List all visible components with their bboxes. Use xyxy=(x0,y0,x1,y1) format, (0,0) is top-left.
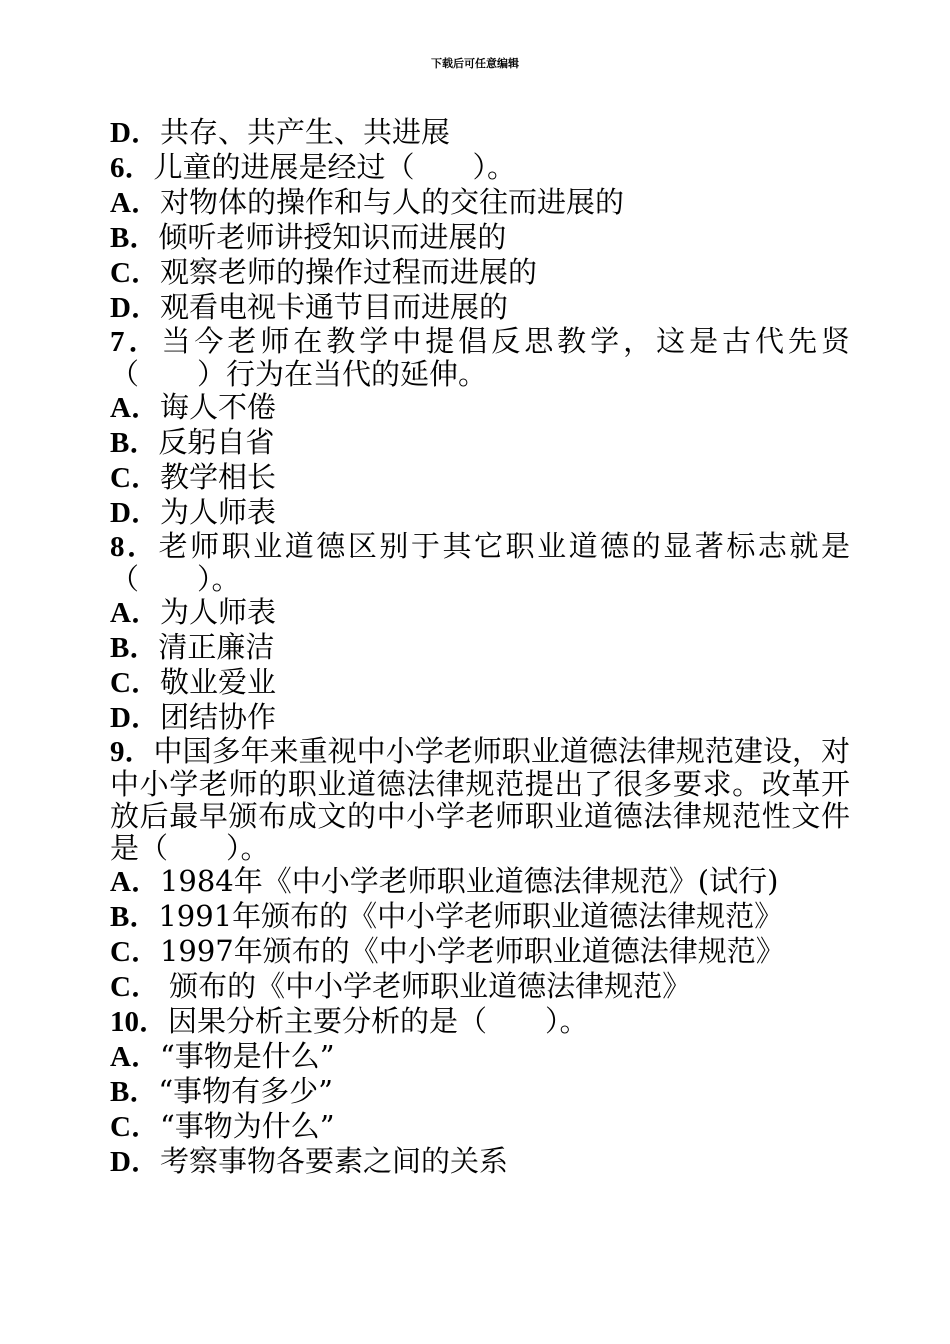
item-text: “事物是什么” xyxy=(159,1039,335,1073)
item-label: B． xyxy=(110,632,159,664)
page-header: 下载后可任意编辑 xyxy=(431,57,519,70)
item-text: 对物体的操作和与人的交往而进展的 xyxy=(159,185,624,219)
question-line xyxy=(110,150,850,185)
item-text: 考察事物各要素之间的关系 xyxy=(159,1144,508,1178)
item-label: A． xyxy=(110,392,160,424)
item-label: C． xyxy=(110,971,160,1003)
item-label: D． xyxy=(110,497,160,529)
question-line xyxy=(110,1109,850,1144)
question-line xyxy=(110,899,850,934)
item-label: B． xyxy=(110,1076,159,1108)
item-label: A． xyxy=(110,1041,160,1073)
item-label: 9． xyxy=(110,736,154,768)
item-text: 1991年颁布的《中小学老师职业道德法律规范》 xyxy=(158,899,784,933)
item-label: C． xyxy=(110,936,160,968)
item-label: C． xyxy=(110,667,160,699)
question-line xyxy=(110,390,850,425)
item-text: 清正廉洁 xyxy=(158,630,275,664)
item-text: “事物有多少” xyxy=(158,1074,333,1108)
item-label: C． xyxy=(110,462,160,494)
item-text: “事物为什么” xyxy=(159,1109,335,1143)
question-line xyxy=(110,595,850,630)
question-line xyxy=(110,934,850,969)
question-line xyxy=(110,1039,850,1074)
item-label: A． xyxy=(110,597,160,629)
question-list xyxy=(110,115,850,1179)
question-line xyxy=(110,665,850,700)
item-label: 7． xyxy=(110,326,162,358)
question-line xyxy=(110,969,850,1004)
item-label: B． xyxy=(110,901,159,933)
item-text: 诲人不倦 xyxy=(159,390,276,424)
item-label: 8． xyxy=(110,531,159,563)
question-line xyxy=(110,630,850,665)
question-line xyxy=(110,495,850,530)
question-line xyxy=(110,325,850,390)
item-label: 10． xyxy=(110,1006,169,1038)
item-text: 为人师表 xyxy=(159,595,276,629)
item-label: D． xyxy=(110,117,160,149)
question-line xyxy=(110,460,850,495)
item-text: 观看电视卡通节目而进展的 xyxy=(159,290,508,324)
item-text: 为人师表 xyxy=(159,495,276,529)
item-label: D． xyxy=(110,702,160,734)
question-line xyxy=(110,1004,850,1039)
item-label: C． xyxy=(110,1111,160,1143)
item-label: A． xyxy=(110,866,160,898)
question-line xyxy=(110,700,850,735)
item-text: 教学相长 xyxy=(159,460,276,494)
item-text: 共存、共产生、共进展 xyxy=(159,115,450,149)
item-text: 因果分析主要分析的是（ ）。 xyxy=(168,1004,589,1038)
item-text: 儿童的进展是经过（ ）。 xyxy=(153,150,517,184)
item-text: 反躬自省 xyxy=(158,425,275,459)
item-text: 倾听老师讲授知识而进展的 xyxy=(158,220,507,254)
item-text: 敬业爱业 xyxy=(159,665,276,699)
question-line xyxy=(110,185,850,220)
item-label: D． xyxy=(110,1146,160,1178)
question-line xyxy=(110,220,850,255)
item-label: A． xyxy=(110,187,160,219)
question-line xyxy=(110,1074,850,1109)
question-line xyxy=(110,255,850,290)
item-text: 观察老师的操作过程而进展的 xyxy=(159,255,537,289)
item-label: D． xyxy=(110,292,160,324)
item-label: B． xyxy=(110,222,159,254)
question-line xyxy=(110,115,850,150)
item-text: 当今老师在教学中提倡反思教学，这是古代先贤（ ）行为在当代的延伸。 xyxy=(110,324,850,391)
question-line xyxy=(110,530,850,595)
item-label: B． xyxy=(110,427,159,459)
item-text: 团结协作 xyxy=(159,700,276,734)
question-line xyxy=(110,290,850,325)
item-text: 1984年《中小学老师职业道德法律规范》(试行) xyxy=(159,864,779,898)
item-text: 中国多年来重视中小学老师职业道德法律规范建设，对中小学老师的职业道德法律规范提出了很多要求。改革开放后最早颁布成文的中小学老师职业道德法律规范性文件是（ ）。 xyxy=(110,734,850,865)
question-line xyxy=(110,1144,850,1179)
item-label: 6． xyxy=(110,152,154,184)
item-label: C． xyxy=(110,257,160,289)
question-line xyxy=(110,864,850,899)
question-line xyxy=(110,425,850,460)
item-text: 老师职业道德区别于其它职业道德的显著标志就是（ ）。 xyxy=(110,529,850,596)
item-text: 颁布的《中小学老师职业道德法律规范》 xyxy=(159,969,692,1003)
question-line xyxy=(110,735,850,864)
item-text: 1997年颁布的《中小学老师职业道德法律规范》 xyxy=(159,934,785,968)
